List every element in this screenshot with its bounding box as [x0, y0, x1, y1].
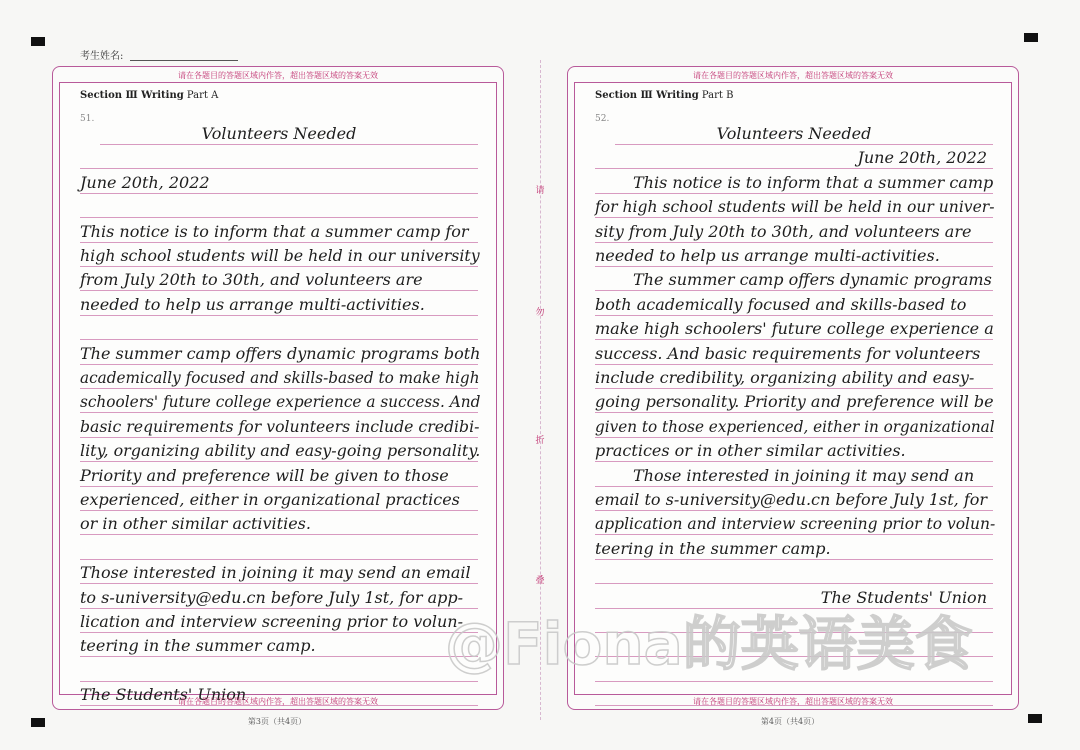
- ruled-line: [80, 217, 478, 218]
- answer-area-warning-top: 请在各题目的答题区域内作答，超出答题区域的答案无效: [693, 71, 893, 80]
- ruled-line: [595, 412, 993, 413]
- essay-line: This notice is to inform that a summer camp for: [80, 221, 469, 241]
- essay-line: sity from July 20th to 30th, and volunteers are: [595, 221, 972, 241]
- registration-mark-bottom-right: [1028, 714, 1042, 723]
- essay-line: lity, organizing ability and easy-going personality.: [80, 441, 481, 461]
- essay-line: needed to help us arrange multi-activities.: [80, 294, 425, 314]
- ruled-line: [595, 339, 993, 340]
- answer-sheet-part-a: [52, 66, 504, 710]
- essay-line: application and interview screening prior to volun-: [595, 514, 996, 534]
- essay-line: June 20th, 2022: [80, 172, 210, 192]
- essay-line: or in other similar activities.: [80, 514, 311, 534]
- essay-line: June 20th, 2022: [857, 148, 987, 168]
- section-title: Section Ⅲ Writing: [595, 90, 699, 101]
- ruled-line: [595, 534, 993, 535]
- essay-line: both academically focused and skills-based to: [595, 294, 967, 314]
- section-part: Part A: [186, 90, 219, 101]
- ruled-line: [595, 217, 993, 218]
- essay-line: Volunteers Needed: [201, 124, 357, 143]
- ruled-line: [80, 290, 478, 291]
- ruled-line: [80, 437, 478, 438]
- ruled-line: [80, 632, 478, 633]
- ruled-line: [80, 168, 478, 169]
- essay-line: make high schoolers' future college experience a: [595, 319, 994, 339]
- ruled-line: [595, 242, 993, 243]
- section-part: Part B: [701, 90, 734, 101]
- section-title: Section Ⅲ Writing: [80, 90, 184, 101]
- essay-line: teering in the summer camp.: [595, 538, 831, 558]
- essay-line: The summer camp offers dynamic programs: [633, 270, 992, 290]
- essay-line: email to s-university@edu.cn before July 1st, for: [595, 490, 988, 509]
- section-heading: [80, 90, 218, 101]
- ruled-line: [80, 583, 478, 584]
- ruled-line: [595, 486, 993, 487]
- essay-line: include credibility, organizing ability and easy-: [595, 368, 975, 387]
- ruled-line: [595, 388, 993, 389]
- essay-line: for high school students will be held in our univer-: [595, 197, 995, 217]
- fold-warning-char-2: 勿: [535, 308, 545, 318]
- essay-line: basic requirements for volunteers include credibi-: [80, 416, 480, 436]
- ruled-line: [80, 315, 478, 316]
- ruled-line: [80, 339, 478, 340]
- essay-line: teering in the summer camp.: [80, 636, 316, 656]
- ruled-line: [80, 681, 478, 682]
- candidate-name-field[interactable]: [130, 60, 238, 61]
- ruled-line: [595, 193, 993, 194]
- ruled-line: [80, 193, 478, 194]
- essay-line: The Students' Union: [80, 685, 247, 705]
- page-number-right: 第4页（共4页）: [760, 717, 820, 726]
- essay-line: given to those experienced, either in organizational: [595, 416, 995, 436]
- answer-area-warning-top: 请在各题目的答题区域内作答，超出答题区域的答案无效: [178, 71, 378, 80]
- essay-line: success. And basic requirements for volunteers: [595, 343, 981, 363]
- essay-line: to s-university@edu.cn before July 1st, for app-: [80, 587, 464, 607]
- page-number-left: 第3页（共4页）: [247, 717, 307, 726]
- question-number: 51.: [80, 114, 95, 124]
- essay-line: experienced, either in organizational practices: [80, 490, 460, 509]
- ruled-line: [595, 290, 993, 291]
- essay-line: Volunteers Needed: [716, 124, 872, 143]
- ruled-line: [80, 364, 478, 365]
- essay-line: This notice is to inform that a summer camp: [633, 172, 994, 192]
- essay-line: academically focused and skills-based to make high: [80, 368, 480, 387]
- essay-line: Those interested in joining it may send an email: [80, 563, 471, 583]
- ruled-line: [595, 559, 993, 560]
- question-number: 52.: [595, 114, 610, 124]
- ruled-line: [595, 437, 993, 438]
- essay-line: from July 20th to 30th, and volunteers are: [80, 270, 423, 290]
- ruled-line: [595, 315, 993, 316]
- registration-mark-top-left: [31, 37, 45, 46]
- answer-area-warning-bottom: 请在各题目的答题区域内作答，超出答题区域的答案无效: [693, 697, 893, 706]
- registration-mark-top-right: [1024, 33, 1038, 42]
- ruled-line: [595, 461, 993, 462]
- answer-area-warning-bottom: 请在各题目的答题区域内作答，超出答题区域的答案无效: [178, 697, 378, 706]
- ruled-line: [80, 242, 478, 243]
- ruled-line: [80, 412, 478, 413]
- ruled-line: [80, 534, 478, 535]
- fold-warning-char-3: 折: [535, 436, 545, 446]
- essay-line: lication and interview screening prior to volun-: [80, 612, 463, 631]
- ruled-line: [80, 461, 478, 462]
- ruled-line: [595, 510, 993, 511]
- ruled-line: [100, 144, 478, 145]
- ruled-line: [595, 266, 993, 267]
- essay-line: needed to help us arrange multi-activities.: [595, 246, 940, 265]
- essay-line: schoolers' future college experience a success. And: [80, 392, 481, 412]
- ruled-line: [80, 608, 478, 609]
- essay-line: The Students' Union: [820, 587, 987, 607]
- section-heading: [595, 90, 733, 101]
- ruled-line: [80, 486, 478, 487]
- ruled-line: [80, 559, 478, 560]
- ruled-line: [80, 388, 478, 389]
- fold-warning-char-4: 叠: [535, 576, 545, 586]
- ruled-line: [80, 510, 478, 511]
- essay-line: practices or in other similar activities.: [595, 441, 906, 461]
- ruled-line: [595, 168, 993, 169]
- essay-line: The summer camp offers dynamic programs both: [80, 343, 481, 363]
- essay-line: Those interested in joining it may send an: [633, 465, 975, 485]
- ruled-line: [80, 266, 478, 267]
- candidate-name-label: 考生姓名:: [80, 51, 124, 62]
- ruled-line: [595, 364, 993, 365]
- essay-line: Priority and preference will be given to those: [80, 465, 449, 485]
- essay-line: going personality. Priority and preference will be: [595, 392, 994, 412]
- ruled-line: [615, 144, 993, 145]
- registration-mark-bottom-left: [31, 718, 45, 727]
- ruled-line: [595, 583, 993, 584]
- fold-warning-char-1: 请: [535, 186, 545, 196]
- essay-line: high school students will be held in our university: [80, 246, 480, 265]
- watermark: @Fiona的英语美食: [445, 610, 973, 678]
- ruled-line: [80, 656, 478, 657]
